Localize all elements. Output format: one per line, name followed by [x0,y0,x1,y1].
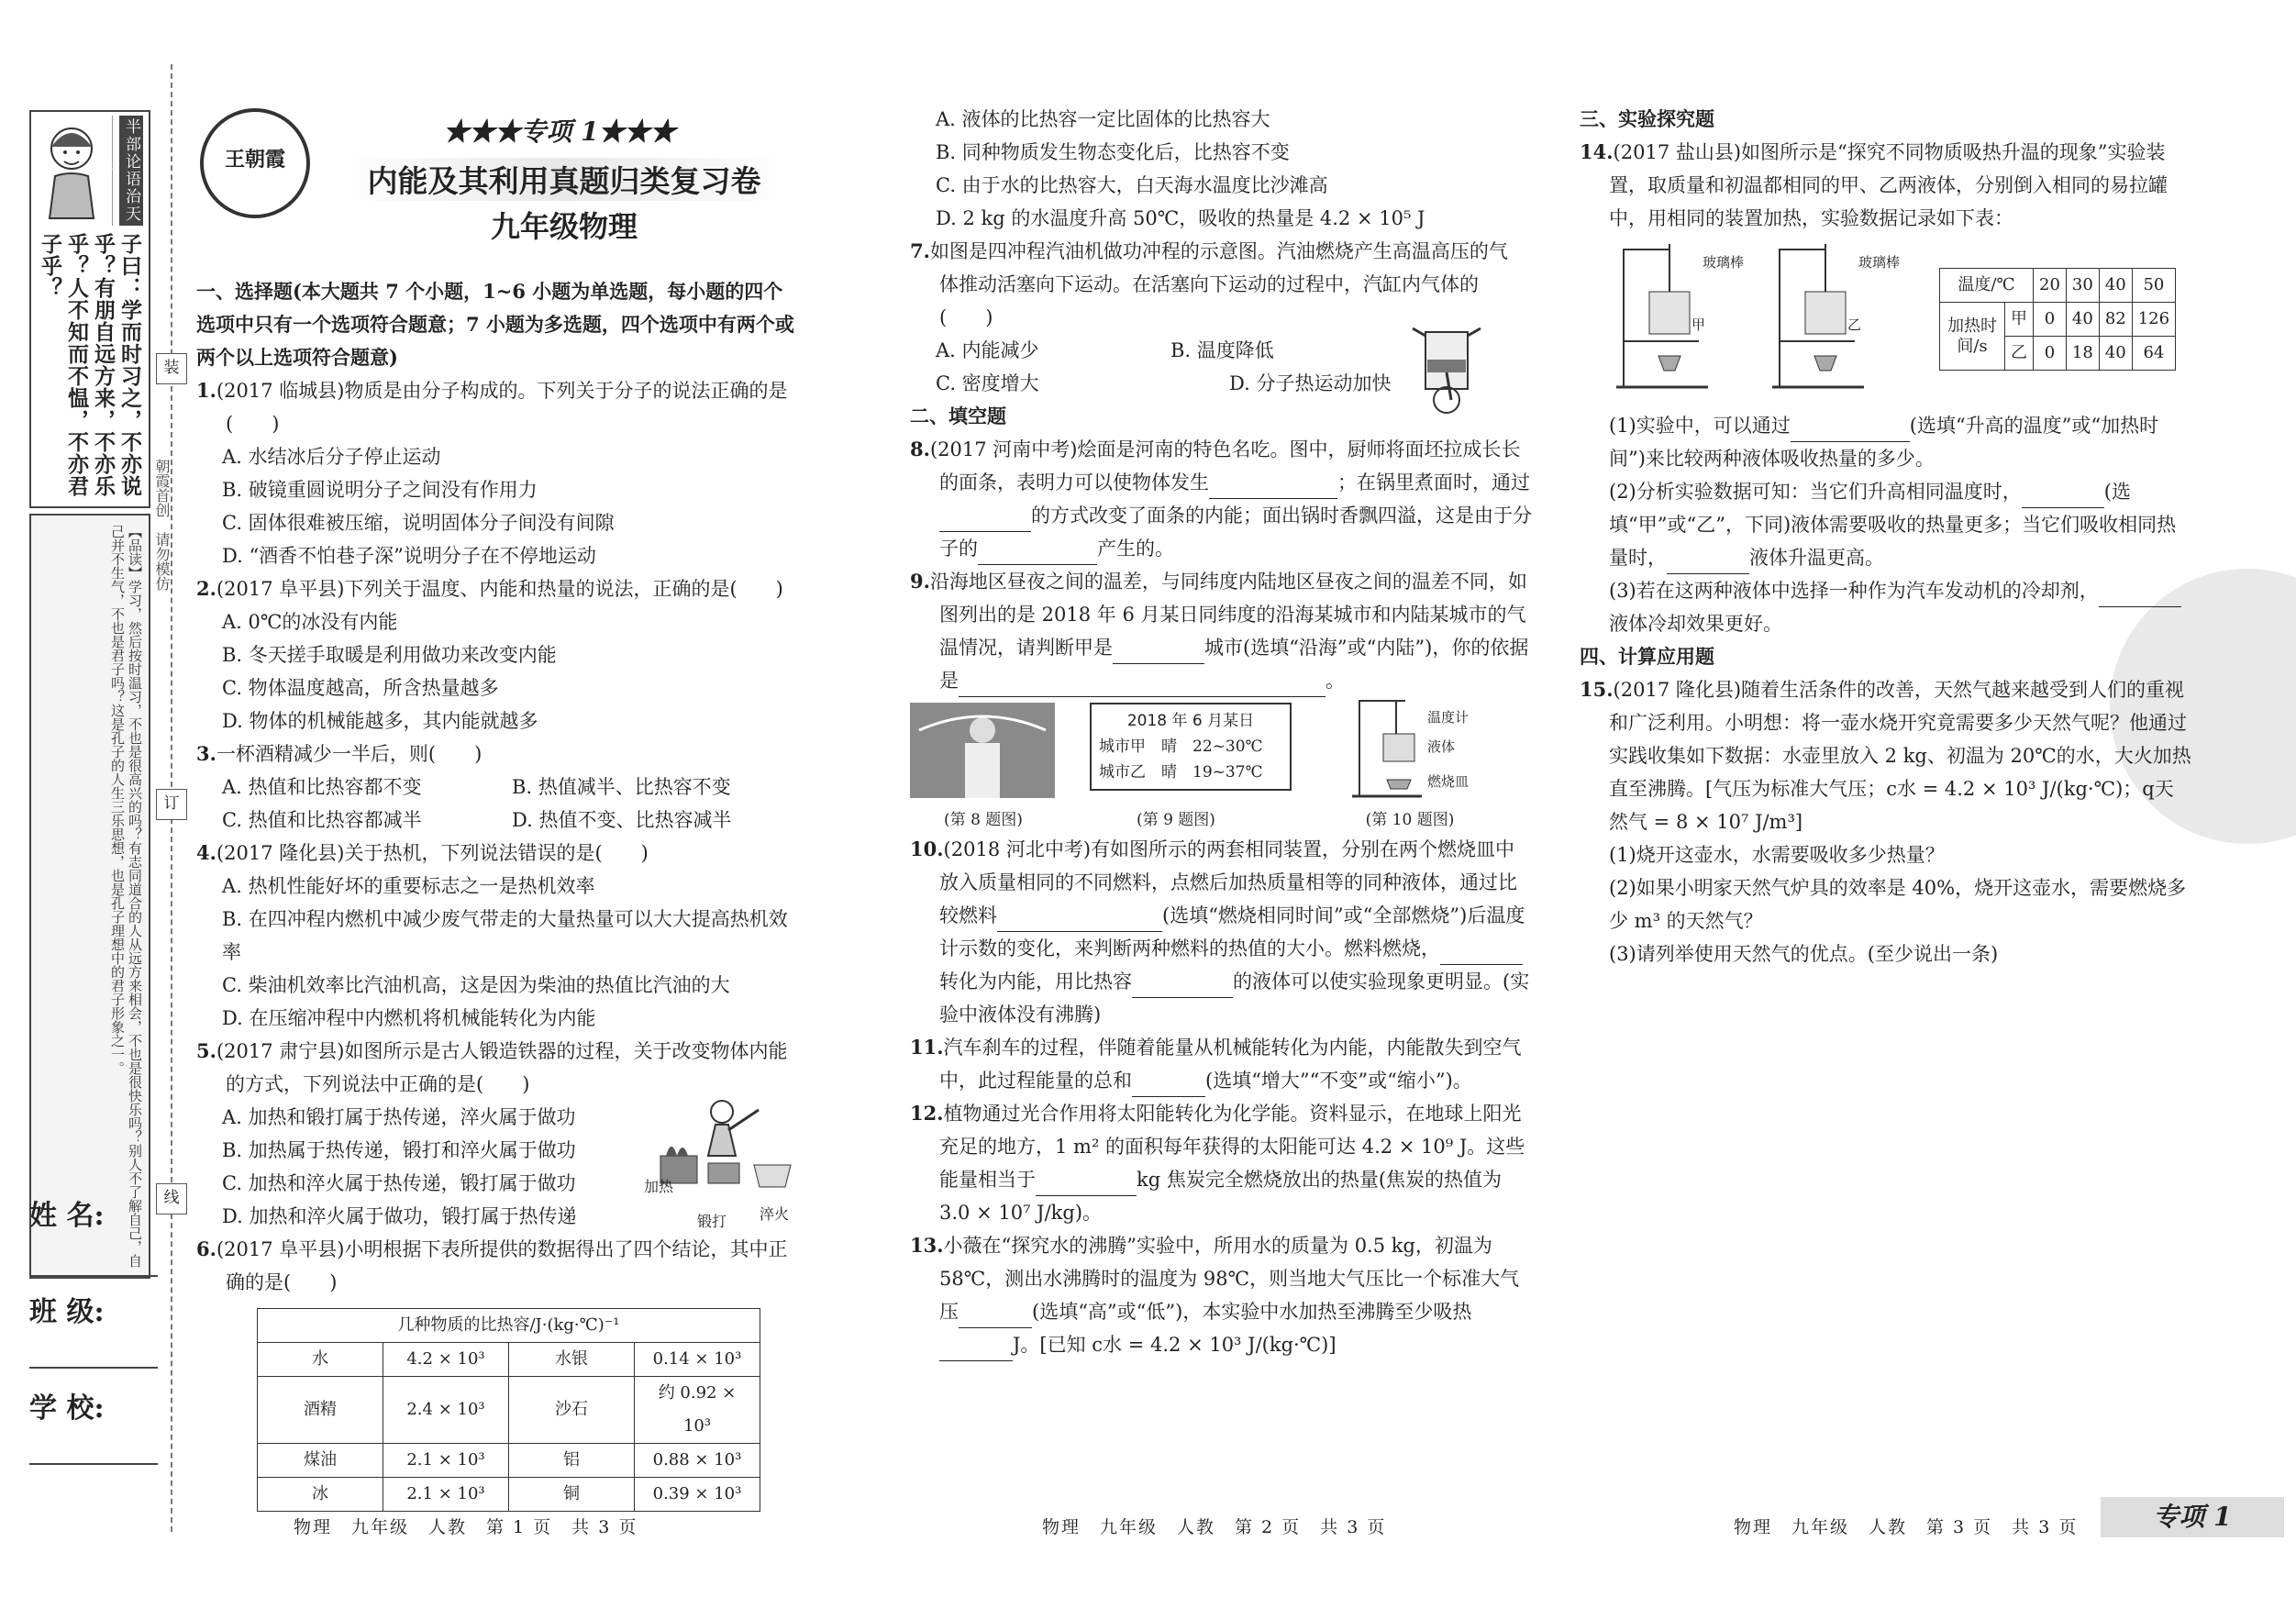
q2-option-a: A. 0℃的冰没有内能 [222,611,398,633]
name-field[interactable] [29,1275,158,1277]
forging-figure [644,1092,800,1229]
label-liquid-b: 乙 [1847,316,1862,333]
q7-option-d: D. 分子热运动加快 [1229,372,1392,394]
table-cell: 水银 [509,1343,635,1377]
table-cell: 0 [2034,337,2067,371]
q5-option-c: C. 加热和淬火属于热传递，锻打属于做功 [222,1172,576,1194]
q-text: J。[已知 c水 = 4.2 × 10³ J/(kg·℃)] [1013,1334,1337,1356]
weather-card [1090,703,1292,791]
page-title: 内能及其利用真题归类复习卷 [339,158,789,201]
column-2 [910,103,1534,1361]
table-row [258,1444,760,1478]
table-cell: 铜 [509,1478,635,1512]
caption-fig-10: (第 10 题图) [1365,811,1455,829]
table-title: 几种物质的比热容/J·(kg·℃)⁻¹ [258,1309,760,1343]
q6-option-b: B. 同种物质发生物态变化后，比热容不变 [936,141,1290,163]
class-label: 班 级: [29,1296,105,1328]
q-text: (2017 隆化县)随着生活条件的改善，天然气越来越受到人们的重视和广泛利用。小明想：将一壶水烧开究竟需要多少天然气呢？他通过实践收集如下数据：水壶里放入 2 kg、初温为 20℃的水，大火加热直至沸腾。[气压为标准大气压；c水 = 4.2 × 10³ J/(kg·℃)；q天然气 = 8 × 10⁷ J/m³] [1609,679,2191,833]
answer-blank[interactable] [1113,641,1204,664]
section-3-heading: 三、实验探究题 [1580,107,1714,130]
engine-cylinder-icon [1405,319,1488,420]
table-cell: 82 [2099,303,2132,337]
q3-options-row-1 [196,771,802,804]
q-text: (3)若在这两种液体中选择一种作为汽车发动机的冷却剂， [1609,580,2099,602]
q-text: 一杯酒精减少一半后，则( ) [216,743,482,765]
q14-part-2 [1580,475,2192,574]
q-text: 植物通过光合作用将太阳能转化为化学能。资料显示，在地球上阳光充足的地方，1 m² 的面积每年获得的太阳能可达 4.2 × 10⁹ J。这些能量相当于 [939,1103,1525,1191]
q1-option-c: C. 固体很难被压缩，说明固体分子间没有间隙 [222,512,615,534]
question-11 [910,1031,1534,1097]
q-number: 7. [910,239,930,262]
table-row [1940,269,2176,303]
caption-fig-9: (第 9 题图) [1137,811,1215,829]
q-text: (2018 河北中考)有如图所示的两套相同装置，分别在两个燃烧皿中放入质量相同的不同燃料，点燃后加热质量相等的同种液体，通过比较燃料 [939,838,1517,926]
section-2-heading: 二、填空题 [910,405,1006,427]
q15-part-1: (1)烧开这壶水，水需要吸收多少热量？ [1609,844,1945,866]
answer-blank[interactable] [1209,476,1337,499]
q2-option-c: C. 物体温度越高，所含热量越多 [222,677,499,699]
pindu-box [29,514,150,1279]
table-cell: 约 0.92 × 10³ [635,1377,760,1444]
question-15 [1580,673,2192,838]
table-cell: 0.88 × 10³ [635,1444,760,1478]
caption-fig-8: (第 8 题图) [944,811,1023,829]
answer-blank[interactable] [1132,1074,1205,1097]
footer-page-3: 物理 九年级 人教 第 3 页 共 3 页 [1734,1517,2079,1537]
answer-blank[interactable] [1791,419,1910,442]
question-6 [196,1233,802,1299]
q14-part-1 [1580,409,2192,475]
column-1 [196,275,802,1512]
table-cell: 40 [2099,337,2132,371]
q-number: 3. [196,742,216,765]
q-text: (2017 肃宁县)如图所示是古人锻造铁器的过程，关于改变物体内能的方式，下列说法中正确的是( ) [216,1040,788,1095]
table-cell: 4.2 × 10³ [383,1343,509,1377]
label-glass-rod-a: 玻璃棒 [1703,254,1745,271]
question-10 [910,833,1534,1031]
q-text: (1)实验中，可以通过 [1609,415,1791,437]
school-field[interactable] [29,1463,158,1465]
answer-blank[interactable] [997,909,1162,932]
q-text: (2017 隆化县)关于热机，下列说法错误的是( ) [216,842,649,864]
class-field[interactable] [29,1367,158,1369]
motto-box [29,110,150,508]
q15-part-3: (3)请列举使用天然气的优点。(至少说出一条) [1609,943,1999,965]
q14-part-3 [1580,574,2192,640]
specific-heat-table [257,1308,760,1512]
q-text: (选填“升高的温度”或“加热时间”)来比较两种液体吸收热量的多少。 [1609,415,2159,470]
q-number: 4. [196,841,216,864]
footer-page-1: 物理 九年级 人教 第 1 页 共 3 页 [294,1517,638,1537]
q3-option-c: C. 热值和比热容都减半 [222,809,422,831]
q4-option-c: C. 柴油机效率比汽油机高，这是因为柴油的热值比汽油的大 [222,974,730,996]
q-number: 15. [1580,678,1614,701]
table-row [258,1377,760,1444]
q-number: 2. [196,577,216,600]
q-text: 液体升温更高。 [1749,547,1884,569]
q-text: 汽车刹车的过程，伴随着能量从机械能转化为内能，内能散失到空气中，此过程能量的总和 [939,1037,1522,1092]
confucius-quote: 子曰：学而时习之，不亦说乎？有朋自远方来，不亦乐乎？人不知而不愠，不亦君子乎？ [38,233,142,497]
cut-label-xian: 线 [156,1183,187,1214]
fig-label-quench: 淬火 [760,1205,790,1223]
question-9 [910,565,1534,697]
topic-badge: 专项 1 [2101,1497,2284,1537]
table-cell: 沙石 [509,1377,635,1444]
topic-label: ★★★专项 1★★★ [443,116,676,147]
figures-8-10 [910,697,1534,833]
q-text: (2017 盐山县)如图所示是“探究不同物质吸热升温的现象”实验装置，取质量和初温都相同的甲、乙两液体，分别倒入相同的易拉罐中，用相同的装置加热，实验数据记录如下表： [1609,141,2168,229]
table-cell: 2.1 × 10³ [383,1478,509,1512]
side-note: 朝霞首创 请勿模仿 [153,459,171,591]
weather-row-a: 城市甲 晴 22~30℃ [1099,738,1263,756]
q7-option-a: A. 内能减少 [936,339,1039,361]
q-text: 的液体可以使实验现象更明显。(实验中液体没有沸腾) [939,970,1530,1026]
table-row [1940,303,2176,337]
motto: 半部论语治天下 [119,116,143,226]
q6-option-d: D. 2 kg 的水温度升高 50℃，吸收的热量是 4.2 × 10⁵ J [936,207,1425,229]
q3-option-d: D. 热值不变、比热容减半 [512,809,732,831]
answer-blank[interactable] [959,1305,1032,1328]
q-text: (选填“增大”“不变”或“缩小”)。 [1205,1070,1472,1092]
table-cell: 铝 [509,1444,635,1478]
q3-option-b: B. 热值减半、比热容不变 [512,776,731,798]
q-text: 沿海地区昼夜之间的温差，与同纬度内陆地区昼夜之间的温差不同，如图列出的是 2018 年 6 月某日同纬度的沿海某城市和内陆某城市的气温情况，请判断甲是 [929,571,1527,659]
question-12 [910,1097,1534,1229]
section-4-heading: 四、计算应用题 [1580,645,1714,668]
answer-blank[interactable] [1036,1173,1137,1196]
table-cell: 50 [2132,269,2175,303]
question-14 [1580,136,2192,235]
fig-label-forge: 锻打 [697,1213,727,1230]
page-subtitle: 九年级物理 [490,209,638,244]
q2-option-d: D. 物体的机械能越多，其内能就越多 [222,710,538,732]
table-cell: 126 [2132,303,2175,337]
table-cell: 0.14 × 10³ [635,1343,760,1377]
noodle-photo [910,703,1055,798]
q-number: 9. [910,570,930,593]
q5-option-b: B. 加热属于热传递，锻打和淬火属于做功 [222,1139,576,1161]
table-cell: 30 [2066,269,2099,303]
table-cell: 20 [2034,269,2067,303]
q-text: kg 焦炭完全燃烧放出的热量(焦炭的热值为 3.0 × 10⁷ J/kg)。 [939,1169,1503,1224]
answer-blank[interactable] [2022,485,2104,508]
answer-blank[interactable] [2099,584,2181,607]
brand-logo: 王朝霞 [200,108,310,218]
q4-option-a: A. 热机性能好坏的重要标志之一是热机效率 [222,875,595,897]
table-row [258,1343,760,1377]
label-burner: 燃烧皿 [1427,773,1470,790]
burner-figure [1350,697,1424,800]
table-cell: 18 [2066,337,2099,371]
q-text: (2)分析实验数据可知：当它们升高相同温度时， [1609,481,2022,503]
q-number: 10. [910,837,944,860]
q3-options-row-2 [196,804,802,837]
burner-apparatus [1350,697,1525,800]
q-text: (选填“甲”或“乙”，下同)液体需要吸收的热量更多；当它们吸收相同热量时， [1609,481,2177,569]
label-glass-rod-b: 玻璃棒 [1858,254,1901,271]
table-cell: 2.1 × 10³ [383,1444,509,1478]
q-number: 11. [910,1036,944,1059]
table-cell: 64 [2132,337,2175,371]
q6-option-c: C. 由于水的比热容大，白天海水温度比沙滩高 [936,174,1328,196]
table-cell: 冰 [258,1478,383,1512]
q-text: 城市(选填“沿海”或“内陆”)，你的依据是 [939,637,1529,692]
column-3 [1580,103,2192,970]
table-cell: 水 [258,1343,383,1377]
weather-row-b: 城市乙 晴 19~37℃ [1099,763,1263,782]
q7-block [910,235,1534,400]
section-1-heading: 一、选择题(本大题共 7 个小题，1~6 小题为单选题，每小题的四个选项中只有一个选项符合题意；7 小题为多选题，四个选项中有两个或两个以上选项符合题意) [196,280,794,369]
cut-label-zhuang: 装 [156,353,187,384]
table-cell: 煤油 [258,1444,383,1478]
name-label: 姓 名: [29,1200,105,1232]
q-text: (2017 阜平县)小明根据下表所提供的数据得出了四个结论，其中正确的是( ) [216,1238,788,1293]
q-number: 1. [196,379,216,402]
q-text: 小薇在“探究水的沸腾”实验中，所用水的质量为 0.5 kg，初温为 58℃，测出水沸腾时的温度为 98℃，则当地大气压比一个标准大气压 [939,1235,1520,1323]
q-text: 如图是四冲程汽油机做功冲程的示意图。汽油燃烧产生高温高压的气体推动活塞向下运动。在活塞向下运动的过程中，汽缸内气体的( ) [929,240,1508,328]
question-2 [196,572,802,605]
q2-option-b: B. 冬天搓手取暖是利用做功来改变内能 [222,644,557,666]
table-cell: 甲 [2005,303,2034,337]
q4-option-b: B. 在四冲程内燃机中减少废气带走的大量热量可以大大提高热机效率 [222,908,788,963]
q-text: (选填“高”或“低”)，本实验中水加热至沸腾至少吸热 [1032,1301,1472,1323]
answer-blank[interactable] [939,509,1031,532]
q-number: 14. [1580,140,1614,163]
q15-part-2: (2)如果小明家天然气炉具的效率是 40%，烧开这壶水，需要燃烧多少 m³ 的天然气？ [1609,877,2187,932]
table-cell: 40 [2066,303,2099,337]
question-1 [196,374,802,440]
q-text: (选填“燃烧相同时间”或“全部燃烧”)后温度计示数的变化，来判断两种燃料的热值的大小。燃料燃烧， [939,904,1525,959]
q-number: 5. [196,1039,216,1062]
question-4 [196,837,802,870]
answer-blank[interactable] [959,674,1325,697]
q1-option-a: A. 水结冰后分子停止运动 [222,446,441,468]
q-text: (2017 临城县)物质是由分子构成的。下列关于分子的说法正确的是( ) [216,380,788,435]
table-cell: 2.4 × 10³ [383,1377,509,1444]
table-header: 温度/℃ [1940,269,2034,303]
q7-option-c: C. 密度增大 [936,372,1039,394]
q-text: 液体冷却效果更好。 [1609,613,1782,635]
q-text: 。 [1325,670,1345,692]
q-text: (2017 河南中考)烩面是河南的特色名吃。图中，厨师将面坯拉成长长的面条，表明力可以使物体发生 [929,438,1521,494]
q-text: 转化为内能，用比热容 [939,970,1132,993]
q5-options-block [196,1101,802,1233]
q-number: 12. [910,1102,944,1125]
q5-option-a: A. 加热和锻打属于热传递，淬火属于做功 [222,1106,576,1128]
q-number: 13. [910,1234,944,1257]
heating-data-table [1939,268,2176,371]
q-number: 8. [910,438,930,460]
answer-blank[interactable] [1667,551,1749,574]
label-thermometer: 温度计 [1427,709,1470,726]
table-row [258,1478,760,1512]
question-3 [196,738,802,771]
table-cell: 0 [2034,303,2067,337]
cut-label-ding: 订 [156,789,187,820]
table-cell: 0.39 × 10³ [635,1478,760,1512]
answer-blank[interactable] [1440,942,1523,965]
q-text: 产生的。 [1097,538,1174,560]
weather-title: 2018 年 6 月某日 [1126,712,1255,730]
q1-option-d: D. “酒香不怕巷子深”说明分子在不停地运动 [222,545,596,567]
table-cell: 40 [2099,269,2132,303]
label-liquid-a: 甲 [1691,316,1706,333]
q-number: 6. [196,1237,216,1260]
question-13 [910,1229,1534,1361]
q1-option-b: B. 破镜重圆说明分子之间没有作用力 [222,479,538,501]
table-cell: 乙 [2005,337,2034,371]
q-text: 的方式改变了面条的内能；面出锅时香飘四溢，这是由于分子的 [939,505,1532,560]
footer-page-2: 物理 九年级 人教 第 2 页 共 3 页 [1042,1517,1387,1537]
q-text: (2017 阜平县)下列关于温度、内能和热量的说法，正确的是( ) [216,578,783,600]
label-liquid: 液体 [1427,738,1456,755]
answer-blank[interactable] [978,542,1097,565]
answer-blank[interactable] [1132,975,1233,998]
question-8 [910,433,1534,565]
q14-figures [1580,235,2192,409]
q-text: ；在锅里煮面时，通过 [1337,471,1530,494]
answer-blank[interactable] [939,1338,1013,1361]
q6-option-a: A. 液体的比热容一定比固体的比热容大 [936,108,1270,130]
table-cell: 酒精 [258,1377,383,1444]
q3-option-a: A. 热值和比热容都不变 [222,776,422,798]
pindu-text: 【品读】学习，然后按时温习，不也是很高兴的吗？有志同道合的人从远方来相会，不也是很快乐吗？别人不了解自己，自己并不生气，不也是君子吗？这是孔子的人生三乐思想，也是孔子理想中的君子形象之一。 [109,525,143,1268]
q5-option-d: D. 加热和淬火属于做功，锻打属于热传递 [222,1205,577,1227]
school-label: 学 校: [29,1392,105,1425]
table-header: 加热时间/s [1940,303,2005,371]
fig-label-heat: 加热 [644,1178,674,1195]
q7-option-b: B. 温度降低 [1170,339,1274,361]
q4-option-d: D. 在压缩冲程中内燃机将机械能转化为内能 [222,1007,596,1029]
